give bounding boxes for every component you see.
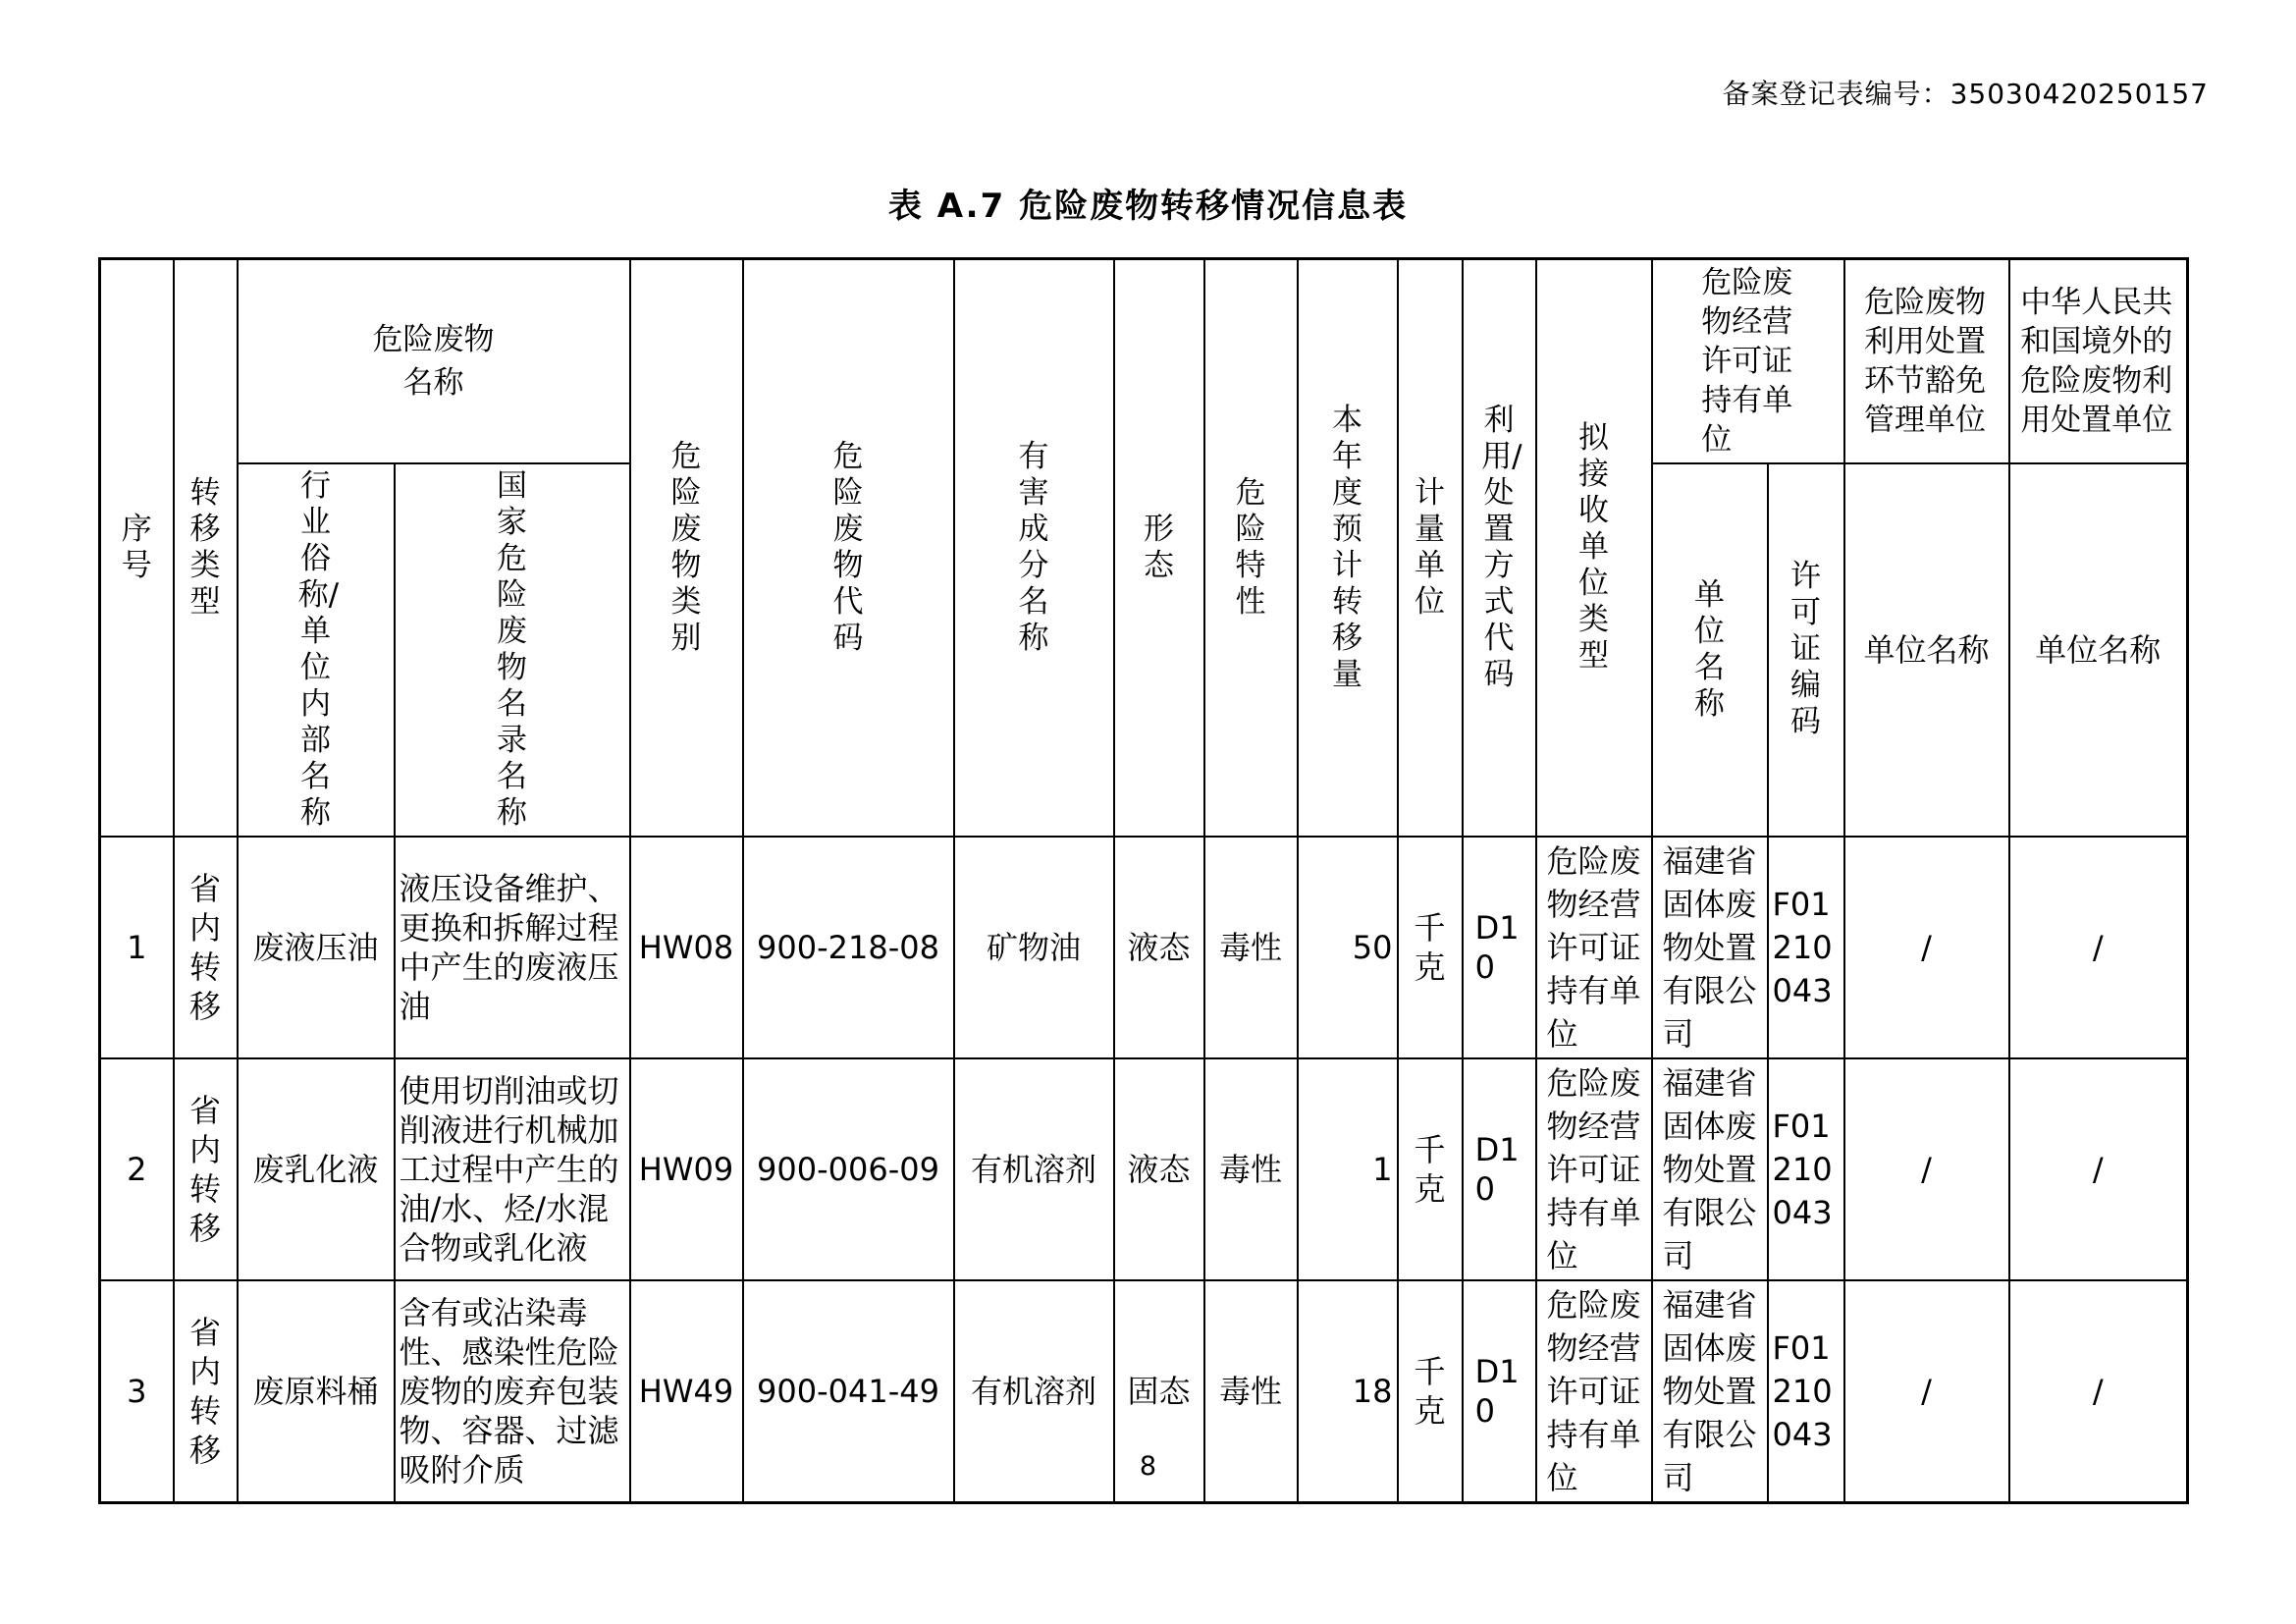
table-row xyxy=(100,1058,2188,1280)
cell-unit: 千克 xyxy=(1398,1058,1463,1280)
col-header-form: 形态 xyxy=(1114,259,1204,837)
col-header-transfer-type: 转移类型 xyxy=(174,259,238,837)
cell-transfer-type: 省内转移 xyxy=(174,837,238,1058)
col-header-method-code: 利用/处置方式代码 xyxy=(1463,259,1536,837)
registration-number: 备案登记表编号：35030420250157 xyxy=(1722,78,2209,110)
cell-receiver-name: 福建省固体废物处置有限公司 xyxy=(1652,837,1768,1058)
cell-seq: 2 xyxy=(100,1058,174,1280)
cell-permit-no: F01210043 xyxy=(1768,837,1844,1058)
col-header-permit-unit-name: 单位名称 xyxy=(1652,463,1768,837)
cell-unit: 千克 xyxy=(1398,837,1463,1058)
cell-method-code: D10 xyxy=(1463,837,1536,1058)
col-header-unit: 计量单位 xyxy=(1398,259,1463,837)
cell-seq: 1 xyxy=(100,837,174,1058)
cell-common-name: 废乳化液 xyxy=(238,1058,395,1280)
cell-exempt-unit: / xyxy=(1844,1280,2009,1503)
cell-method-code: D10 xyxy=(1463,1280,1536,1503)
waste-transfer-table xyxy=(98,257,2189,1504)
cell-receiver-name: 福建省固体废物处置有限公司 xyxy=(1652,1058,1768,1280)
cell-hazard: 毒性 xyxy=(1204,1058,1298,1280)
cell-amount: 1 xyxy=(1298,1058,1398,1280)
cell-harmful-component: 有机溶剂 xyxy=(954,1280,1114,1503)
cell-overseas-unit: / xyxy=(2009,1058,2188,1280)
cell-common-name: 废原料桶 xyxy=(238,1280,395,1503)
cell-category: HW08 xyxy=(630,837,743,1058)
cell-receiver-name: 福建省固体废物处置有限公司 xyxy=(1652,1280,1768,1503)
table-row xyxy=(100,837,2188,1058)
cell-method-code: D10 xyxy=(1463,1058,1536,1280)
col-header-harmful-component: 有害成分名称 xyxy=(954,259,1114,837)
cell-unit: 千克 xyxy=(1398,1280,1463,1503)
cell-harmful-component: 矿物油 xyxy=(954,837,1114,1058)
cell-receiver-type: 危险废物经营许可证持有单位 xyxy=(1536,1058,1652,1280)
cell-code: 900-041-49 xyxy=(743,1280,954,1503)
cell-harmful-component: 有机溶剂 xyxy=(954,1058,1114,1280)
col-header-category: 危险废物类别 xyxy=(630,259,743,837)
col-group-exempt-unit: 危险废物利用处置环节豁免管理单位 xyxy=(1844,259,2009,463)
cell-permit-no: F01210043 xyxy=(1768,1280,1844,1503)
cell-catalog-name: 液压设备维护、更换和拆解过程中产生的废液压油 xyxy=(395,837,630,1058)
col-header-code: 危险废物代码 xyxy=(743,259,954,837)
cell-receiver-type: 危险废物经营许可证持有单位 xyxy=(1536,837,1652,1058)
col-header-receiver-type: 拟接收单位类型 xyxy=(1536,259,1652,837)
cell-permit-no: F01210043 xyxy=(1768,1058,1844,1280)
cell-code: 900-006-09 xyxy=(743,1058,954,1280)
cell-overseas-unit: / xyxy=(2009,1280,2188,1503)
cell-catalog-name: 含有或沾染毒性、感染性危险废物的废弃包装物、容器、过滤吸附介质 xyxy=(395,1280,630,1503)
col-header-permit-no: 许可证编码 xyxy=(1768,463,1844,837)
cell-form: 固态 xyxy=(1114,1280,1204,1503)
col-header-exempt-unit-name: 单位名称 xyxy=(1844,463,2009,837)
cell-exempt-unit: / xyxy=(1844,1058,2009,1280)
col-group-waste-name: 危险废物名称 xyxy=(238,259,630,463)
col-header-annual-amount: 本年度预计转移量 xyxy=(1298,259,1398,837)
cell-seq: 3 xyxy=(100,1280,174,1503)
cell-form: 液态 xyxy=(1114,1058,1204,1280)
col-group-overseas-unit: 中华人民共和国境外的危险废物利用处置单位 xyxy=(2009,259,2188,463)
cell-catalog-name: 使用切削油或切削液进行机械加工过程中产生的油/水、烃/水混合物或乳化液 xyxy=(395,1058,630,1280)
cell-receiver-type: 危险废物经营许可证持有单位 xyxy=(1536,1280,1652,1503)
cell-code: 900-218-08 xyxy=(743,837,954,1058)
cell-hazard: 毒性 xyxy=(1204,1280,1298,1503)
col-header-hazard-property: 危险特性 xyxy=(1204,259,1298,837)
cell-category: HW09 xyxy=(630,1058,743,1280)
cell-transfer-type: 省内转移 xyxy=(174,1280,238,1503)
cell-amount: 50 xyxy=(1298,837,1398,1058)
col-header-industry-name: 行业俗称/单位内部名称 xyxy=(238,463,395,837)
cell-form: 液态 xyxy=(1114,837,1204,1058)
cell-overseas-unit: / xyxy=(2009,837,2188,1058)
page-title: 表 A.7 危险废物转移情况信息表 xyxy=(887,187,1409,226)
col-header-catalog-name: 国家危险废物名录名称 xyxy=(395,463,630,837)
col-group-permit-holder: 危险废物经营许可证持有单位 xyxy=(1652,259,1844,463)
cell-category: HW49 xyxy=(630,1280,743,1503)
cell-amount: 18 xyxy=(1298,1280,1398,1503)
page-number: 8 xyxy=(1139,1451,1157,1482)
cell-exempt-unit: / xyxy=(1844,837,2009,1058)
col-header-seq: 序号 xyxy=(100,259,174,837)
col-header-overseas-unit-name: 单位名称 xyxy=(2009,463,2188,837)
cell-hazard: 毒性 xyxy=(1204,837,1298,1058)
cell-transfer-type: 省内转移 xyxy=(174,1058,238,1280)
cell-common-name: 废液压油 xyxy=(238,837,395,1058)
